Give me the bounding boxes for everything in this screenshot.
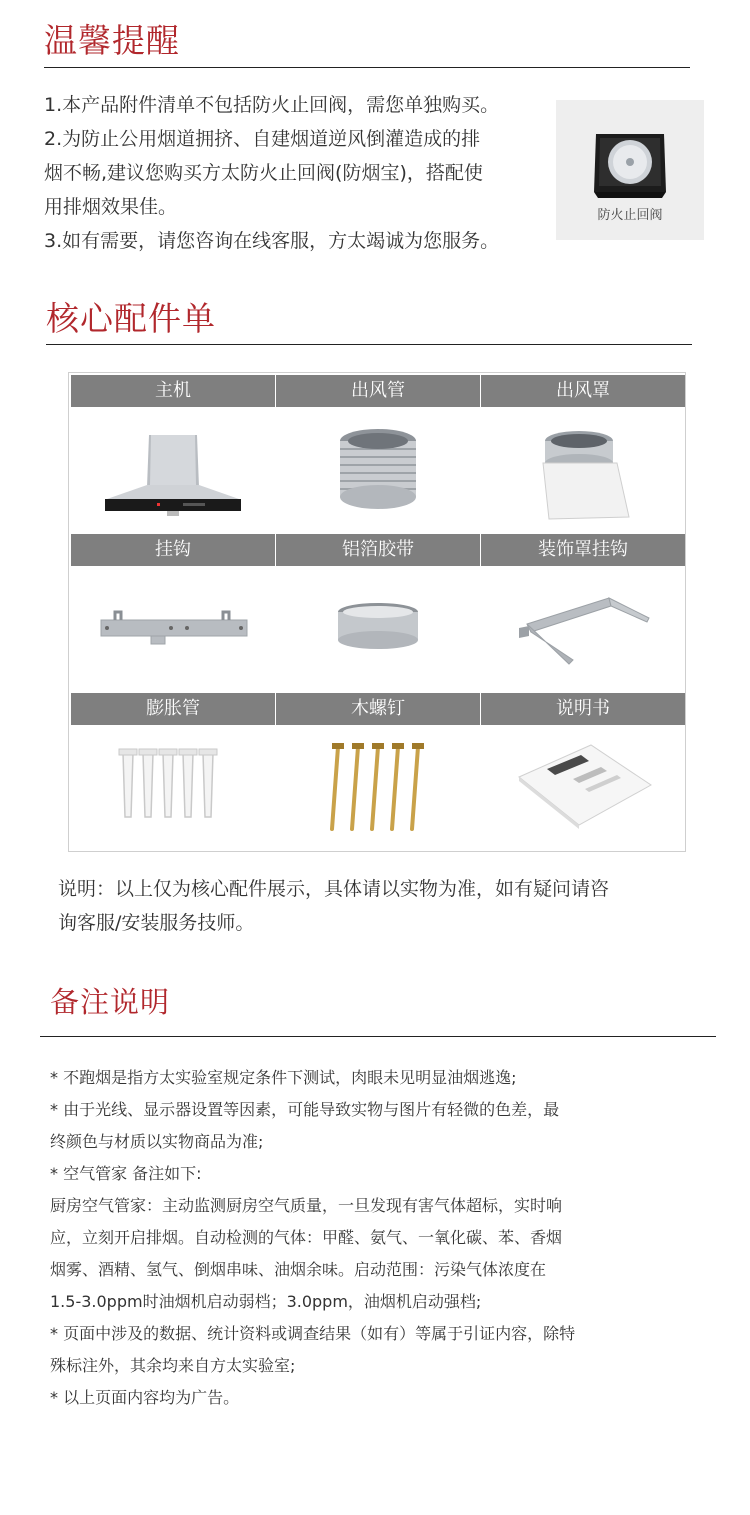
- parts-grid: [68, 372, 686, 852]
- parts-note-line: 说明：以上仅为核心配件展示，具体请以实物为准，如有疑问请咨: [58, 878, 610, 900]
- part-label: 木螺钉: [276, 693, 480, 725]
- foil-duct-icon: [276, 407, 480, 531]
- part-cell: [71, 375, 275, 531]
- remark-line: 终颜色与材质以实物商品为准;: [50, 1132, 264, 1151]
- part-cell: [481, 534, 685, 690]
- remark-line: * 不跑烟是指方太实验室规定条件下测试，肉眼未见明显油烟逃逸;: [50, 1068, 517, 1087]
- part-cell: [71, 693, 275, 849]
- hanging-bracket-icon: [71, 566, 275, 690]
- part-label: 出风罩: [481, 375, 685, 407]
- fire-check-valve-icon: [590, 128, 670, 200]
- outlet-cover-icon: [481, 407, 685, 531]
- part-label: 主机: [71, 375, 275, 407]
- wall-plug-icon: [71, 725, 275, 849]
- remark-line: * 由于光线、显示器设置等因素，可能导致实物与图片有轻微的色差，最: [50, 1100, 560, 1119]
- remark-line: * 页面中涉及的数据、统计资料或调查结果（如有）等属于引证内容，除特: [50, 1324, 576, 1343]
- remark-line: 烟雾、酒精、氢气、倒烟串味、油烟余味。启动范围：污染气体浓度在: [50, 1260, 547, 1279]
- part-label: 装饰罩挂钩: [481, 534, 685, 566]
- remark-line: 应，立刻开启排烟。自动检测的气体：甲醛、氨气、一氧化碳、苯、香烟: [50, 1228, 563, 1247]
- remark-line: 厨房空气管家：主动监测厨房空气质量，一旦发现有害气体超标，实时响: [50, 1196, 563, 1215]
- parts-divider: [46, 344, 692, 345]
- tips-line: 2.为防止公用烟道拥挤、自建烟道逆风倒灌造成的排: [44, 128, 481, 150]
- part-cell: [276, 693, 480, 849]
- remarks-text: [50, 1062, 575, 1414]
- remark-line: * 空气管家 备注如下:: [50, 1164, 202, 1183]
- part-label: 膨胀管: [71, 693, 275, 725]
- part-cell: [276, 375, 480, 531]
- tips-line: 3.如有需要，请您咨询在线客服，方太竭诚为您服务。: [44, 230, 500, 252]
- part-label: 挂钩: [71, 534, 275, 566]
- tips-title: 温馨提醒: [44, 21, 180, 60]
- valve-product-card: [556, 100, 704, 240]
- manual-icon: [481, 725, 685, 849]
- part-cell: [481, 693, 685, 849]
- parts-title: 核心配件单: [46, 299, 216, 338]
- tips-divider: [44, 67, 690, 68]
- part-label: 铝箔胶带: [276, 534, 480, 566]
- tips-text: [44, 88, 499, 258]
- tips-line: 烟不畅,建议您购买方太防火止回阀(防烟宝)，搭配使: [44, 162, 483, 184]
- remark-line: 殊标注外，其余均来自方太实验室;: [50, 1356, 296, 1375]
- remark-line: * 以上页面内容均为广告。: [50, 1388, 240, 1407]
- cover-hook-icon: [481, 566, 685, 690]
- part-cell: [71, 534, 275, 690]
- foil-tape-icon: [276, 566, 480, 690]
- tips-line: 用排烟效果佳。: [44, 196, 178, 218]
- remarks-divider: [40, 1036, 716, 1037]
- parts-note-line: 询客服/安装服务技师。: [58, 912, 255, 934]
- remarks-title: 备注说明: [50, 985, 171, 1019]
- part-cell: [276, 534, 480, 690]
- part-label: 说明书: [481, 693, 685, 725]
- parts-note: [58, 872, 609, 940]
- part-cell: [481, 375, 685, 531]
- part-label: 出风管: [276, 375, 480, 407]
- range-hood-icon: [71, 407, 275, 531]
- remark-line: 1.5-3.0ppm时油烟机启动弱档；3.0ppm，油烟机启动强档;: [50, 1292, 482, 1311]
- wood-screw-icon: [276, 725, 480, 849]
- tips-line: 1.本产品附件清单不包括防火止回阀，需您单独购买。: [44, 94, 500, 116]
- valve-caption: 防火止回阀: [597, 208, 663, 223]
